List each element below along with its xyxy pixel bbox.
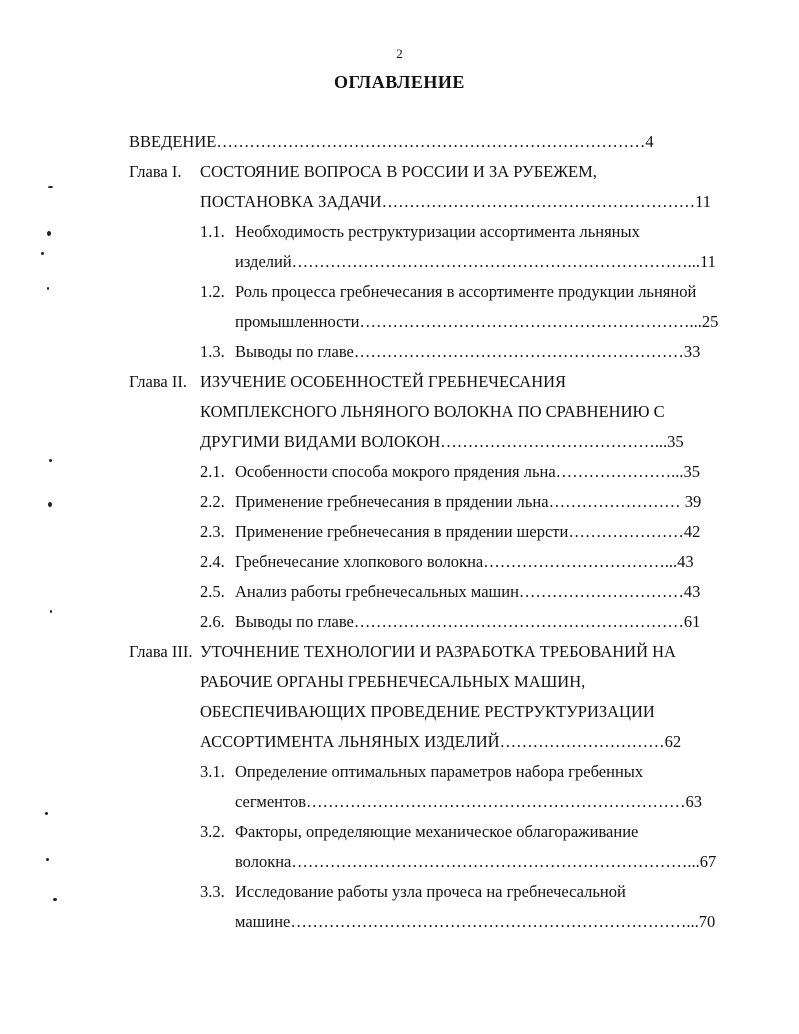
toc-section-title-cont: волокна………………………………………………………………...67 bbox=[235, 852, 717, 871]
toc-section-label: 3.2. bbox=[200, 822, 225, 841]
toc-section-label: 2.6. bbox=[200, 612, 225, 631]
toc-section-label: 2.1. bbox=[200, 462, 225, 481]
toc-section-title: Анализ работы гребнечесальных машин…………………………43 bbox=[235, 582, 701, 601]
page-title: ОГЛАВЛЕНИЕ bbox=[334, 72, 465, 92]
toc-chapter-1-title: СОСТОЯНИЕ ВОПРОСА В РОССИИ И ЗА РУБЕЖЕМ, bbox=[200, 162, 597, 181]
scan-speck bbox=[48, 186, 53, 188]
toc-section-title: Гребнечесание хлопкового волокна……………………………...43 bbox=[235, 552, 694, 571]
toc-chapter-2-title-cont: ДРУГИМИ ВИДАМИ ВОЛОКОН…………………………………...35 bbox=[200, 432, 684, 451]
scan-speck bbox=[47, 231, 51, 236]
toc-section-title: Необходимость реструктуризации ассортимента льняных bbox=[235, 222, 640, 241]
toc-intro bbox=[129, 132, 654, 152]
toc-section-label: 2.2. bbox=[200, 492, 225, 511]
scan-speck bbox=[41, 252, 44, 255]
toc-section-label: 3.1. bbox=[200, 762, 225, 781]
toc-chapter-2-label: Глава II. bbox=[129, 372, 187, 391]
toc-section-title-cont: изделий………………………………………………………………...11 bbox=[235, 252, 716, 271]
page-number: 2 bbox=[396, 46, 403, 61]
toc-chapter-3-title-cont: РАБОЧИЕ ОРГАНЫ ГРЕБНЕЧЕСАЛЬНЫХ МАШИН, bbox=[200, 672, 586, 691]
toc-section-title: Определение оптимальных параметров набора гребенных bbox=[235, 762, 644, 781]
scan-speck bbox=[47, 287, 49, 290]
toc-section-label: 1.2. bbox=[200, 282, 225, 301]
toc-section-title-cont: машине………………………………………………………………...70 bbox=[235, 912, 716, 931]
toc-chapter-2-title: ИЗУЧЕНИЕ ОСОБЕННОСТЕЙ ГРЕБНЕЧЕСАНИЯ bbox=[200, 372, 567, 391]
toc-entry-text: ВВЕДЕНИЕ……………………………………………………………………4 bbox=[129, 132, 654, 151]
toc-chapter-3-label: Глава III. bbox=[129, 642, 193, 661]
toc-section-title: Выводы по главе……………………………………………………61 bbox=[235, 612, 701, 631]
toc-section-label: 3.3. bbox=[200, 882, 225, 901]
scan-speck bbox=[48, 502, 52, 507]
scan-speck bbox=[46, 858, 49, 861]
toc-section-label: 1.3. bbox=[200, 342, 225, 361]
toc-section-title: Роль процесса гребнечесания в ассортименте продукции льняной bbox=[235, 282, 697, 301]
toc-section-title: Выводы по главе……………………………………………………33 bbox=[235, 342, 701, 361]
toc-chapter-1-label: Глава I. bbox=[129, 162, 182, 181]
toc-section-label: 2.3. bbox=[200, 522, 225, 541]
toc-chapter-1-title-cont: ПОСТАНОВКА ЗАДАЧИ…………………………………………………11 bbox=[200, 192, 711, 211]
toc-chapter-2-title-cont: КОМПЛЕКСНОГО ЛЬНЯНОГО ВОЛОКНА ПО СРАВНЕНИЮ С bbox=[200, 402, 665, 421]
toc-section-label: 2.5. bbox=[200, 582, 225, 601]
toc-chapter-3-title: УТОЧНЕНИЕ ТЕХНОЛОГИИ И РАЗРАБОТКА ТРЕБОВАНИЙ НА bbox=[200, 642, 676, 661]
toc-section-title: Факторы, определяющие механическое облагораживание bbox=[235, 822, 639, 841]
scan-speck bbox=[49, 459, 52, 462]
toc-section-label: 1.1. bbox=[200, 222, 225, 241]
toc-section-title: Исследование работы узла прочеса на гребнечесальной bbox=[235, 882, 626, 901]
toc-section-title: Особенности способа мокрого прядения льна…………………...35 bbox=[235, 462, 701, 481]
toc-section-title: Применение гребнечесания в прядении льна…………………… 39 bbox=[235, 492, 702, 511]
scan-speck bbox=[53, 898, 57, 901]
toc-section-label: 2.4. bbox=[200, 552, 225, 571]
toc-section-title-cont: промышленности……………………………………………………...25 bbox=[235, 312, 719, 331]
scan-speck bbox=[50, 610, 52, 613]
toc-chapter-3-title-cont: ОБЕСПЕЧИВАЮЩИХ ПРОВЕДЕНИЕ РЕСТРУКТУРИЗАЦИИ bbox=[200, 702, 655, 721]
scan-speck bbox=[45, 812, 48, 815]
toc-section-title: Применение гребнечесания в прядении шерсти…………………42 bbox=[235, 522, 701, 541]
toc-section-title-cont: сегментов……………………………………………………………63 bbox=[235, 792, 703, 811]
toc-chapter-3-title-cont: АССОРТИМЕНТА ЛЬНЯНЫХ ИЗДЕЛИЙ…………………………62 bbox=[200, 732, 682, 751]
